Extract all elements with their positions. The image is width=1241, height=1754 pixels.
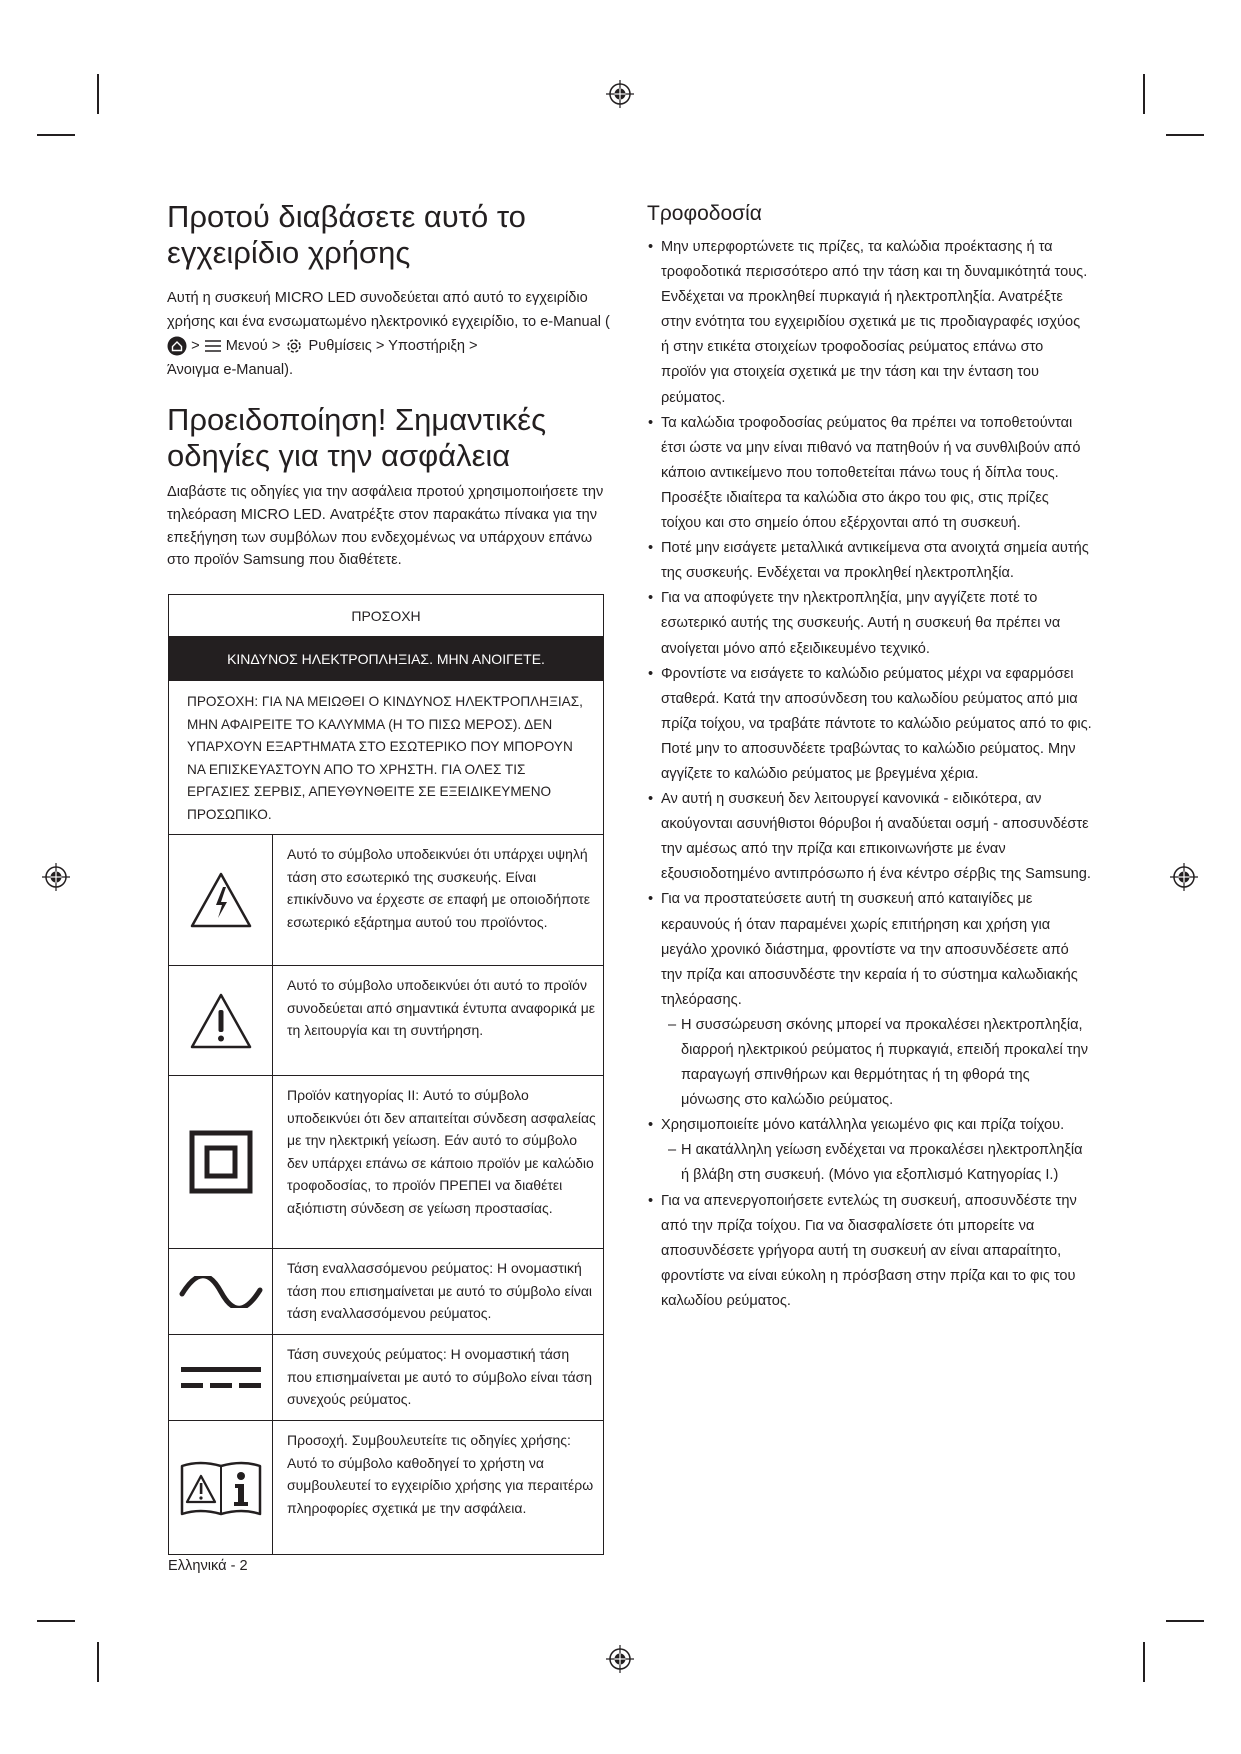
title-line: Προτού διαβάσετε αυτό το	[167, 199, 526, 234]
list-item: • Για να απενεργοποιήσετε εντελώς τη συσκευή, αποσυνδέστε την από την πρίζα τοίχου. Για να διασφαλίσετε ότι μπορείτε να αποσυνδέσετε γρήγορα αυτή τη συσκευή αν είναι απαραίτητο, φροντίστε να είναι εύκολη η πρόσβαση στην πρίζα και το φις του καλωδίου ρεύματος.	[647, 1189, 1092, 1314]
crop-mark	[37, 1620, 75, 1622]
registration-mark-icon	[604, 1643, 636, 1675]
symbol-description: Αυτό το σύμβολο υποδεικνύει ότι αυτό το προϊόν συνοδεύεται από σημαντικά έντυπα αναφορικά με τη λειτουργία και τη συντήρηση.	[287, 977, 596, 1039]
list-item: • Ποτέ μην εισάγετε μεταλλικά αντικείμενα στα ανοιχτά σημεία αυτής της συσκευής. Ενδέχεται να προκληθεί ηλεκτροπληξία.	[647, 536, 1092, 586]
registration-mark-icon	[40, 861, 72, 893]
menu-icon	[204, 338, 222, 354]
list-item: • Για να προστατεύσετε αυτή τη συσκευή από καταιγίδες με κεραυνούς ή όταν παραμένει χωρίς επιτήρηση και χρήση για μεγάλο χρονικό διάστημα, φροντίστε να την αποσυνδέσετε από την πρίζα και αποσυνδέστε την κεραία ή το σύστημα καλωδιακής τηλεόρασης.	[647, 887, 1092, 1012]
table-row	[169, 966, 603, 1076]
title-line: Προειδοποίηση! Σημαντικές	[167, 402, 547, 437]
ac-voltage-icon	[179, 1276, 263, 1308]
symbol-description: Αυτό το σύμβολο υποδεικνύει ότι υπάρχει υψηλή τάση στο εσωτερικό της συσκευής. Είναι επικίνδυνο να έρχεστε σε επαφή με οποιοδήποτε εσωτερικό εξάρτημα αυτού του προϊόντος.	[287, 846, 590, 930]
table-row	[169, 1076, 603, 1249]
crop-mark	[1143, 74, 1145, 114]
consult-manual-icon	[178, 1458, 264, 1518]
list-item: • Αν αυτή η συσκευή δεν λειτουργεί κανονικά - ειδικότερα, αν ακούγονται ασυνήθιστοι θόρυβοι ή αναδύεται οσμή - αποσυνδέστε την αμέσως από την πρίζα και επικοινωνήστε με έναν εξουσιοδοτημένο αντιπρόσωπο ή ένα κέντρο σέρβις της Samsung.	[647, 787, 1092, 887]
menu-label: Μενού	[225, 338, 268, 354]
list-item: • Μην υπερφορτώνετε τις πρίζες, τα καλώδια προέκτασης ή τα τροφοδοτικά περισσότερο από την τάση και τη δυναμικότητά τους. Ενδέχεται να προκληθεί πυρκαγιά ή ηλεκτροπληξία. Ανατρέξτε στην ενότητα του εγχειριδίου σχετικά με τις προδιαγραφές ισχύος ή στην ετικέτα στοιχείων τροφοδοσίας ρεύματος επάνω στο προϊόν για στοιχεία σχετικά με την τάση και την ένταση του ρεύματος.	[647, 235, 1092, 411]
crop-mark	[97, 1642, 99, 1682]
settings-label: Ρυθμίσεις	[308, 338, 372, 354]
crop-mark	[1166, 1620, 1204, 1622]
symbol-description: Τάση εναλλασσόμενου ρεύματος: Η ονομαστική τάση που επισημαίνεται με αυτό το σύμβολο είναι τάση εναλλασσόμενου ρεύματος.	[287, 1260, 593, 1322]
list-item: • Χρησιμοποιείτε μόνο κατάλληλα γειωμένο φις και πρίζα τοίχου.	[647, 1113, 1092, 1138]
table-row	[169, 835, 603, 966]
title-line: οδηγίες για την ασφάλεια	[167, 438, 511, 473]
safety-title	[167, 402, 546, 474]
settings-gear-icon	[284, 336, 304, 356]
dc-voltage-icon	[179, 1363, 263, 1393]
symbols-table	[168, 594, 604, 1555]
intro-paragraph: Αυτή η συσκευή MICRO LED συνοδεύεται από αυτό το εγχειρίδιο χρήσης και ένα ενσωματωμένο ηλεκτρονικό εγχειρίδιο, το e-Manual ( > Μενού > Ρυθμίσεις > Υποστήριξη > Άνοιγμα e-Manual).	[167, 290, 610, 378]
page-footer: Ελληνικά - 2	[168, 1558, 248, 1574]
table-header-caution: ΠΡΟΣΟΧΗ	[169, 595, 603, 637]
crop-mark	[97, 74, 99, 114]
table-row	[169, 1249, 603, 1335]
page-title	[167, 199, 526, 271]
table-warning-text: ΠΡΟΣΟΧΗ: ΓΙΑ ΝΑ ΜΕΙΩΘΕΙ Ο ΚΙΝΔΥΝΟΣ ΗΛΕΚΤΡΟΠΛΗΞΙΑΣ, ΜΗΝ ΑΦΑΙΡΕΙΤΕ ΤΟ ΚΑΛΥΜΜΑ (Η ΤΟ ΠΙΣΩ ΜΕΡΟΣ). ΔΕΝ ΥΠΑΡΧΟΥΝ ΕΞΑΡΤΗΜΑΤΑ ΣΤΟ ΕΣΩΤΕΡΙΚΟ ΠΟΥ ΜΠΟΡΟΥΝ ΝΑ ΕΠΙΣΚΕΥΑΣΤΟΥΝ ΑΠΟ ΤΟ ΧΡΗΣΤΗ. ΓΙΑ ΟΛΕΣ ΤΙΣ ΕΡΓΑΣΙΕΣ ΣΕΡΒΙΣ, ΑΠΕΥΘΥΝΘΕΙΤΕ ΣΕ ΕΞΕΙΔΙΚΕΥΜΕΝΟ ΠΡΟΣΩΠΙΚΟ.	[169, 681, 603, 835]
table-row	[169, 1421, 603, 1554]
symbol-description: Προσοχή. Συμβουλευτείτε τις οδηγίες χρήσης: Αυτό το σύμβολο καθοδηγεί το χρήστη να συμβουλευτεί το εγχειρίδιο χρήσης για περαιτέρω πληροφορίες σχετικά με την ασφάλεια.	[287, 1432, 594, 1516]
crop-mark	[1166, 134, 1204, 136]
title-line: εγχειρίδιο χρήσης	[167, 235, 411, 270]
power-list	[647, 235, 1092, 1314]
crop-mark	[37, 134, 75, 136]
list-item: • Για να αποφύγετε την ηλεκτροπληξία, μην αγγίζετε ποτέ το εσωτερικό αυτής της συσκευής. Αυτή η συσκευή θα πρέπει να ανοίγεται μόνο από εξειδικευμένο τεχνικό.	[647, 586, 1092, 661]
open-emanual-label: Άνοιγμα e-Manual	[167, 362, 285, 378]
sub-list-item: – Η συσσώρευση σκόνης μπορεί να προκαλέσει ηλεκτροπληξία, διαρροή ηλεκτρικού ρεύματος ή πυρκαγιά, επειδή προκαλεί την παραγωγή σπινθήρων και θερμότητας ή τη φθορά της μόνωσης στο καλώδιο ρεύματος.	[668, 1016, 1088, 1109]
registration-mark-icon	[604, 78, 636, 110]
list-item: • Φροντίστε να εισάγετε το καλώδιο ρεύματος μέχρι να εφαρμόσει σταθερά. Κατά την αποσύνδεση του καλωδίου ρεύματος από μια πρίζα τοίχου, να τραβάτε πάντοτε το καλώδιο ρεύματος από το φις. Ποτέ μην το αποσυνδέετε τραβώντας το καλώδιο ρεύματος. Μην αγγίζετε το καλώδιο ρεύματος με βρεγμένα χέρια.	[647, 662, 1092, 787]
crop-mark	[1143, 1642, 1145, 1682]
symbol-description: Τάση συνεχούς ρεύματος: Η ονομαστική τάση που επισημαίνεται με αυτό το σύμβολο είναι τάση συνεχούς ρεύματος.	[287, 1346, 593, 1408]
safety-paragraph: Διαβάστε τις οδηγίες για την ασφάλεια προτού χρησιμοποιήσετε την τηλεόραση MICRO LED. Ανατρέξτε στον παρακάτω πίνακα για την επεξήγηση των συμβόλων που ενδεχομένως να υπάρχουν επάνω στο προϊόν Samsung που διαθέτετε.	[167, 484, 604, 569]
support-label: Υποστήριξη	[388, 338, 465, 354]
registration-mark-icon	[1168, 861, 1200, 893]
high-voltage-icon	[189, 871, 253, 929]
sub-list-item: – Η ακατάλληλη γείωση ενδέχεται να προκαλέσει ηλεκτροπληξία ή βλάβη στη συσκευή. (Μόνο για εξοπλισμό Κατηγορίας I.)	[668, 1142, 1083, 1184]
list-item: • Τα καλώδια τροφοδοσίας ρεύματος θα πρέπει να τοποθετούνται έτσι ώστε να μην είναι πιθανό να πατηθούν ή να συνθλιβούν από κάποιο αντικείμενο που τοποθετείται πάνω τους ή δίπλα τους. Προσέξτε ιδιαίτερα τα καλώδια στο άκρο του φις, στις πρίζες τοίχου και στο σημείο όπου εξέρχονται από τη συσκευή.	[647, 411, 1092, 536]
table-row	[169, 1335, 603, 1421]
exclamation-triangle-icon	[189, 992, 253, 1050]
symbol-description: Προϊόν κατηγορίας II: Αυτό το σύμβολο υποδεικνύει ότι δεν απαιτείται σύνδεση ασφαλείας με την ηλεκτρική γείωση. Εάν αυτό το σύμβολο δεν υπάρχει επάνω σε κάποιο προϊόν με καλώδιο τροφοδοσίας, το προϊόν ΠΡΕΠΕΙ να διαθέτει αξιόπιστη σύνδεση σε γείωση προστασίας.	[287, 1087, 596, 1216]
table-danger-banner: ΚΙΝΔΥΝΟΣ ΗΛΕΚΤΡΟΠΛΗΞΙΑΣ. ΜΗΝ ΑΝΟΙΓΕΤΕ.	[169, 637, 603, 681]
class-ii-icon	[189, 1130, 253, 1194]
power-section-title: Τροφοδοσία	[647, 202, 762, 225]
power-section	[647, 200, 1092, 1314]
home-icon	[167, 336, 187, 356]
